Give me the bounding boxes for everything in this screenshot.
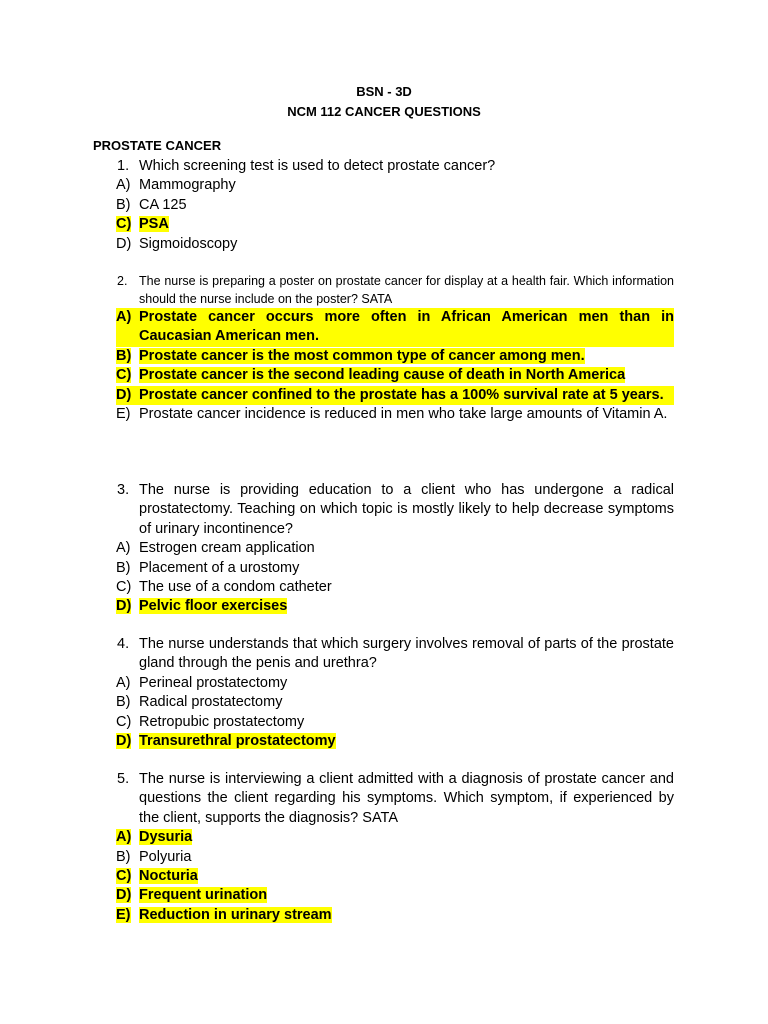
option-text: Prostate cancer confined to the prostate has a 100% survival rate at 5 years. bbox=[139, 386, 664, 403]
option-text: Dysuria bbox=[139, 829, 193, 846]
option-text: Perineal prostatectomy bbox=[139, 674, 288, 691]
option-letter: C) bbox=[116, 367, 132, 384]
option-letter: C) bbox=[116, 868, 132, 885]
option-b bbox=[0, 196, 674, 215]
option-d-answer bbox=[0, 886, 674, 905]
option-text: Retropubic prostatectomy bbox=[139, 713, 305, 730]
question-stem bbox=[0, 157, 674, 176]
option-letter: B) bbox=[116, 848, 131, 865]
option-c bbox=[0, 713, 674, 732]
question-stem bbox=[0, 481, 674, 539]
option-text: Sigmoidoscopy bbox=[139, 235, 238, 252]
option-d-answer bbox=[0, 597, 674, 616]
option-letter: D) bbox=[116, 235, 132, 252]
option-letter: C) bbox=[116, 579, 132, 596]
option-letter: E) bbox=[116, 906, 131, 923]
option-b-answer bbox=[0, 347, 674, 366]
option-letter: A) bbox=[116, 309, 132, 325]
question-text: The nurse is interviewing a client admitted with a diagnosis of prostate cancer and questions the client regarding his symptoms. Which symptom, if experienced by the client, supports the diagnosis? SATA bbox=[139, 771, 674, 826]
option-letter: D) bbox=[116, 386, 132, 403]
option-letter: A) bbox=[116, 674, 131, 691]
option-text: The use of a condom catheter bbox=[139, 579, 332, 596]
option-text: Pelvic floor exercises bbox=[139, 598, 288, 615]
option-d-answer bbox=[0, 386, 674, 405]
question-text: The nurse is providing education to a client who has undergone a radical prostatectomy. Teaching on which topic is mostly likely to help decrease symptoms of urinary incontinence? bbox=[139, 482, 674, 537]
option-text: PSA bbox=[139, 216, 169, 233]
option-letter: A) bbox=[116, 177, 131, 194]
option-e-answer bbox=[0, 906, 674, 925]
option-b bbox=[0, 559, 674, 578]
option-letter: A) bbox=[116, 829, 132, 846]
question-text: The nurse understands that which surgery involves removal of parts of the prostate gland through the penis and urethra? bbox=[139, 636, 674, 672]
option-text: Reduction in urinary stream bbox=[139, 906, 332, 923]
option-text: Radical prostatectomy bbox=[139, 694, 283, 711]
option-text: Nocturia bbox=[139, 868, 198, 885]
option-letter: B) bbox=[116, 347, 132, 364]
option-b bbox=[0, 848, 674, 867]
option-letter: D) bbox=[116, 598, 132, 615]
option-letter: B) bbox=[116, 559, 131, 576]
option-a bbox=[0, 674, 674, 693]
question-number: 2. bbox=[117, 274, 128, 288]
option-text: Prostate cancer is the most common type of cancer among men. bbox=[139, 347, 585, 364]
question-number: 1. bbox=[117, 158, 130, 174]
option-d-answer bbox=[0, 732, 674, 751]
question-stem bbox=[0, 272, 674, 308]
question-3 bbox=[0, 481, 768, 617]
option-text: Frequent urination bbox=[139, 887, 268, 904]
question-2 bbox=[0, 272, 768, 424]
option-letter: E) bbox=[116, 406, 131, 423]
question-stem bbox=[0, 770, 674, 828]
option-text: Transurethral prostatectomy bbox=[139, 733, 336, 750]
option-c-answer bbox=[0, 215, 674, 234]
option-text: Prostate cancer is the second leading cause of death in North America bbox=[139, 367, 626, 384]
option-d bbox=[0, 235, 674, 254]
option-letter: C) bbox=[116, 713, 132, 730]
option-a bbox=[0, 176, 674, 195]
option-a-answer bbox=[0, 828, 674, 847]
option-text: Placement of a urostomy bbox=[139, 559, 300, 576]
document-class-heading: BSN - 3D bbox=[356, 84, 412, 99]
option-e bbox=[0, 405, 674, 424]
section-title: PROSTATE CANCER bbox=[93, 138, 222, 153]
option-letter: A) bbox=[116, 540, 131, 557]
option-text: Mammography bbox=[139, 177, 236, 194]
option-b bbox=[0, 693, 674, 712]
option-a bbox=[0, 539, 674, 558]
option-c-answer bbox=[0, 366, 674, 385]
question-number: 5. bbox=[117, 771, 130, 787]
option-letter: C) bbox=[116, 216, 132, 233]
question-stem bbox=[0, 635, 674, 674]
option-letter: B) bbox=[116, 694, 131, 711]
document-title: NCM 112 CANCER QUESTIONS bbox=[287, 104, 481, 119]
option-text: CA 125 bbox=[139, 196, 187, 213]
question-text: The nurse is preparing a poster on prostate cancer for display at a health fair. Which information should the nurse include on the poster? SATA bbox=[139, 274, 674, 306]
question-5 bbox=[0, 770, 768, 925]
question-number: 4. bbox=[117, 636, 130, 652]
option-c-answer bbox=[0, 867, 674, 886]
question-number: 3. bbox=[117, 482, 130, 498]
option-letter: B) bbox=[116, 196, 131, 213]
option-text: Prostate cancer incidence is reduced in men who take large amounts of Vitamin A. bbox=[139, 406, 668, 423]
option-c bbox=[0, 578, 674, 597]
option-letter: D) bbox=[116, 887, 132, 904]
option-text: Prostate cancer occurs more often in African American men than in Caucasian American men. bbox=[139, 309, 674, 345]
question-text: Which screening test is used to detect prostate cancer? bbox=[139, 158, 496, 174]
question-4 bbox=[0, 635, 768, 751]
option-a-answer bbox=[0, 308, 674, 347]
option-letter: D) bbox=[116, 733, 132, 750]
option-text: Polyuria bbox=[139, 848, 192, 865]
question-1 bbox=[0, 157, 768, 254]
option-text: Estrogen cream application bbox=[139, 540, 315, 557]
